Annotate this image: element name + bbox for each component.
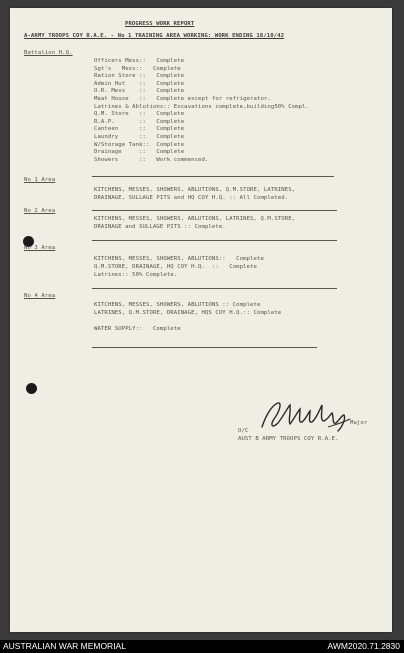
battalion-item: Showers :: Work commenced.	[94, 156, 209, 163]
area-4-line: LATRINES, Q.M.STORE, DRAINAGE, HQS COY H.Q.:: Complete	[94, 310, 282, 316]
area-4-line: KITCHENS, MESSES, SHOWERS, ABLUTIONS :: Complete	[94, 302, 261, 308]
water-supply-line: WATER SUPPLY:: Complete	[94, 326, 181, 332]
battalion-item: O.R. Mess :: Complete	[94, 88, 185, 95]
battalion-item: Laundry :: Complete	[94, 134, 185, 140]
battalion-item: Q.M. Store :: Complete	[94, 111, 185, 118]
battalion-item: R.A.P. :: Complete	[94, 118, 185, 125]
divider-line	[92, 288, 337, 289]
area-3-heading: No 3 Area	[24, 245, 56, 251]
punch-hole	[26, 383, 37, 394]
signature-rank: Major	[350, 420, 368, 426]
divider-line	[92, 176, 334, 177]
area-1-line: KITCHENS, MESSES, SHOWERS, ABLUTIONS, Q.M.STORE, LATRINES,	[94, 187, 296, 193]
area-3-line: Q.M.STORE, DRAINAGE, HQ COY H.Q. :: Complete	[94, 264, 257, 270]
battalion-item: Sgt's Mess:: Complete	[94, 65, 181, 72]
battalion-item: Ration Store :: Complete	[94, 73, 185, 80]
signature-unit: AUST B ARMY TROOPS COY R.A.E.	[238, 436, 339, 442]
document-subtitle: A-ARMY TROOPS COY R.A.E. - No 1 TRAINING AREA WORKING: WORK ENDING 18/10/42	[24, 33, 285, 39]
battalion-item: Latrines & Ablutions:: Excavations complete,building50% Compl.	[94, 103, 309, 110]
battalion-item: Drainage :: Complete	[94, 149, 185, 156]
footer-institution: AUSTRALIAN WAR MEMORIAL	[3, 641, 126, 651]
divider-line	[92, 347, 317, 348]
area-3-line: KITCHENS, MESSES, SHOWERS, ABLUTIONS:: Complete	[94, 256, 264, 262]
divider-line	[92, 240, 337, 241]
area-1-line: DRAINAGE, SULLAGE PITS and HQ COY H.Q. :: All Completed.	[94, 195, 289, 201]
battalion-item: W/Storage Tank:: Complete	[94, 141, 185, 148]
battalion-heading: Battalion H.Q.	[24, 50, 73, 56]
area-1-heading: No 1 Area	[24, 177, 56, 183]
handwritten-signature	[258, 397, 358, 437]
area-4-heading: No 4 Area	[24, 293, 56, 299]
archive-footer	[0, 640, 404, 653]
divider-line	[92, 210, 337, 211]
document-sheet	[10, 8, 392, 632]
signature-oc: O/C	[238, 428, 249, 434]
battalion-item: Officers Mess:: Complete	[94, 58, 185, 64]
area-2-line: KITCHENS, MESSES, SHOWERS, ABLUTIONS, LATRINES, Q.M.STORE,	[94, 216, 296, 222]
footer-reference: AWM2020.71.2830	[327, 641, 400, 651]
battalion-item: Canteen :: Complete	[94, 126, 185, 133]
battalion-item: Meat House :: Complete except for refrigerator.	[94, 96, 271, 102]
area-3-line: Latrines:: 50% Complete.	[94, 272, 178, 278]
battalion-item: Admin Hut :: Complete	[94, 80, 185, 87]
area-2-heading: No 2 Area	[24, 208, 56, 214]
document-title: PROGRESS WORK REPORT	[125, 21, 195, 27]
area-2-line: DRAINAGE and SULLAGE PITS :: Complete.	[94, 224, 226, 230]
